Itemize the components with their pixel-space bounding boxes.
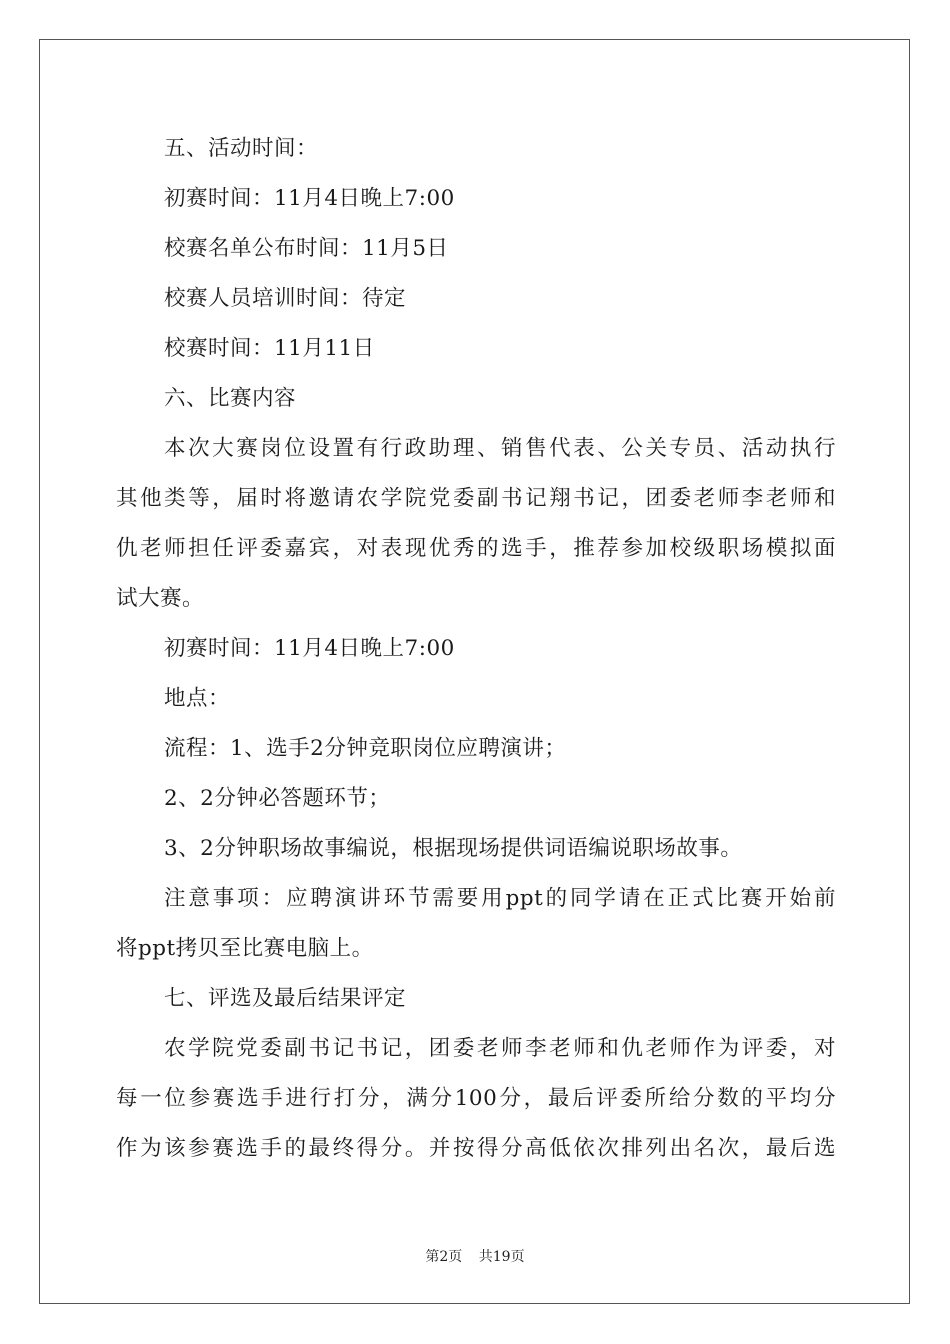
text-line: 每一位参赛选手进行打分，满分100分，最后评委所给分数的平均分 <box>116 1086 836 1111</box>
text-line: 地点： <box>164 686 231 711</box>
text-line: 六、比赛内容 <box>164 386 297 411</box>
text-line: 校赛人员培训时间：待定 <box>164 286 407 311</box>
text-line: 流程：1、选手2分钟竞职岗位应聘演讲； <box>164 736 567 761</box>
text-line: 其他类等，届时将邀请农学院党委副书记翔书记，团委老师李老师和 <box>116 486 836 511</box>
text-line: 本次大赛岗位设置有行政助理、销售代表、公关专员、活动执行 <box>164 436 836 461</box>
text-line: 农学院党委副书记书记，团委老师李老师和仇老师作为评委，对 <box>164 1036 836 1061</box>
text-line: 七、评选及最后结果评定 <box>164 986 407 1011</box>
text-line: 校赛名单公布时间：11月5日 <box>164 236 449 261</box>
text-line: 将ppt拷贝至比赛电脑上。 <box>116 936 374 961</box>
text-line: 仇老师担任评委嘉宾，对表现优秀的选手，推荐参加校级职场模拟面 <box>116 536 836 561</box>
page-number: 第2页 <box>425 1249 463 1265</box>
text-line: 作为该参赛选手的最终得分。并按得分高低依次排列出名次，最后选 <box>116 1136 836 1161</box>
text-line: 2、2分钟必答题环节； <box>164 786 391 811</box>
text-line: 初赛时间：11月4日晚上7:00 <box>164 636 455 661</box>
text-line: 初赛时间：11月4日晚上7:00 <box>164 186 455 211</box>
text-line: 校赛时间：11月11日 <box>164 336 375 361</box>
document-body <box>116 124 836 1174</box>
text-line: 注意事项：应聘演讲环节需要用ppt的同学请在正式比赛开始前 <box>164 886 836 911</box>
text-line: 试大赛。 <box>116 586 205 611</box>
page-total: 共19页 <box>478 1249 525 1265</box>
page-footer <box>0 1246 950 1266</box>
text-line: 3、2分钟职场故事编说，根据现场提供词语编说职场故事。 <box>164 836 743 861</box>
text-line: 五、活动时间： <box>164 136 319 161</box>
